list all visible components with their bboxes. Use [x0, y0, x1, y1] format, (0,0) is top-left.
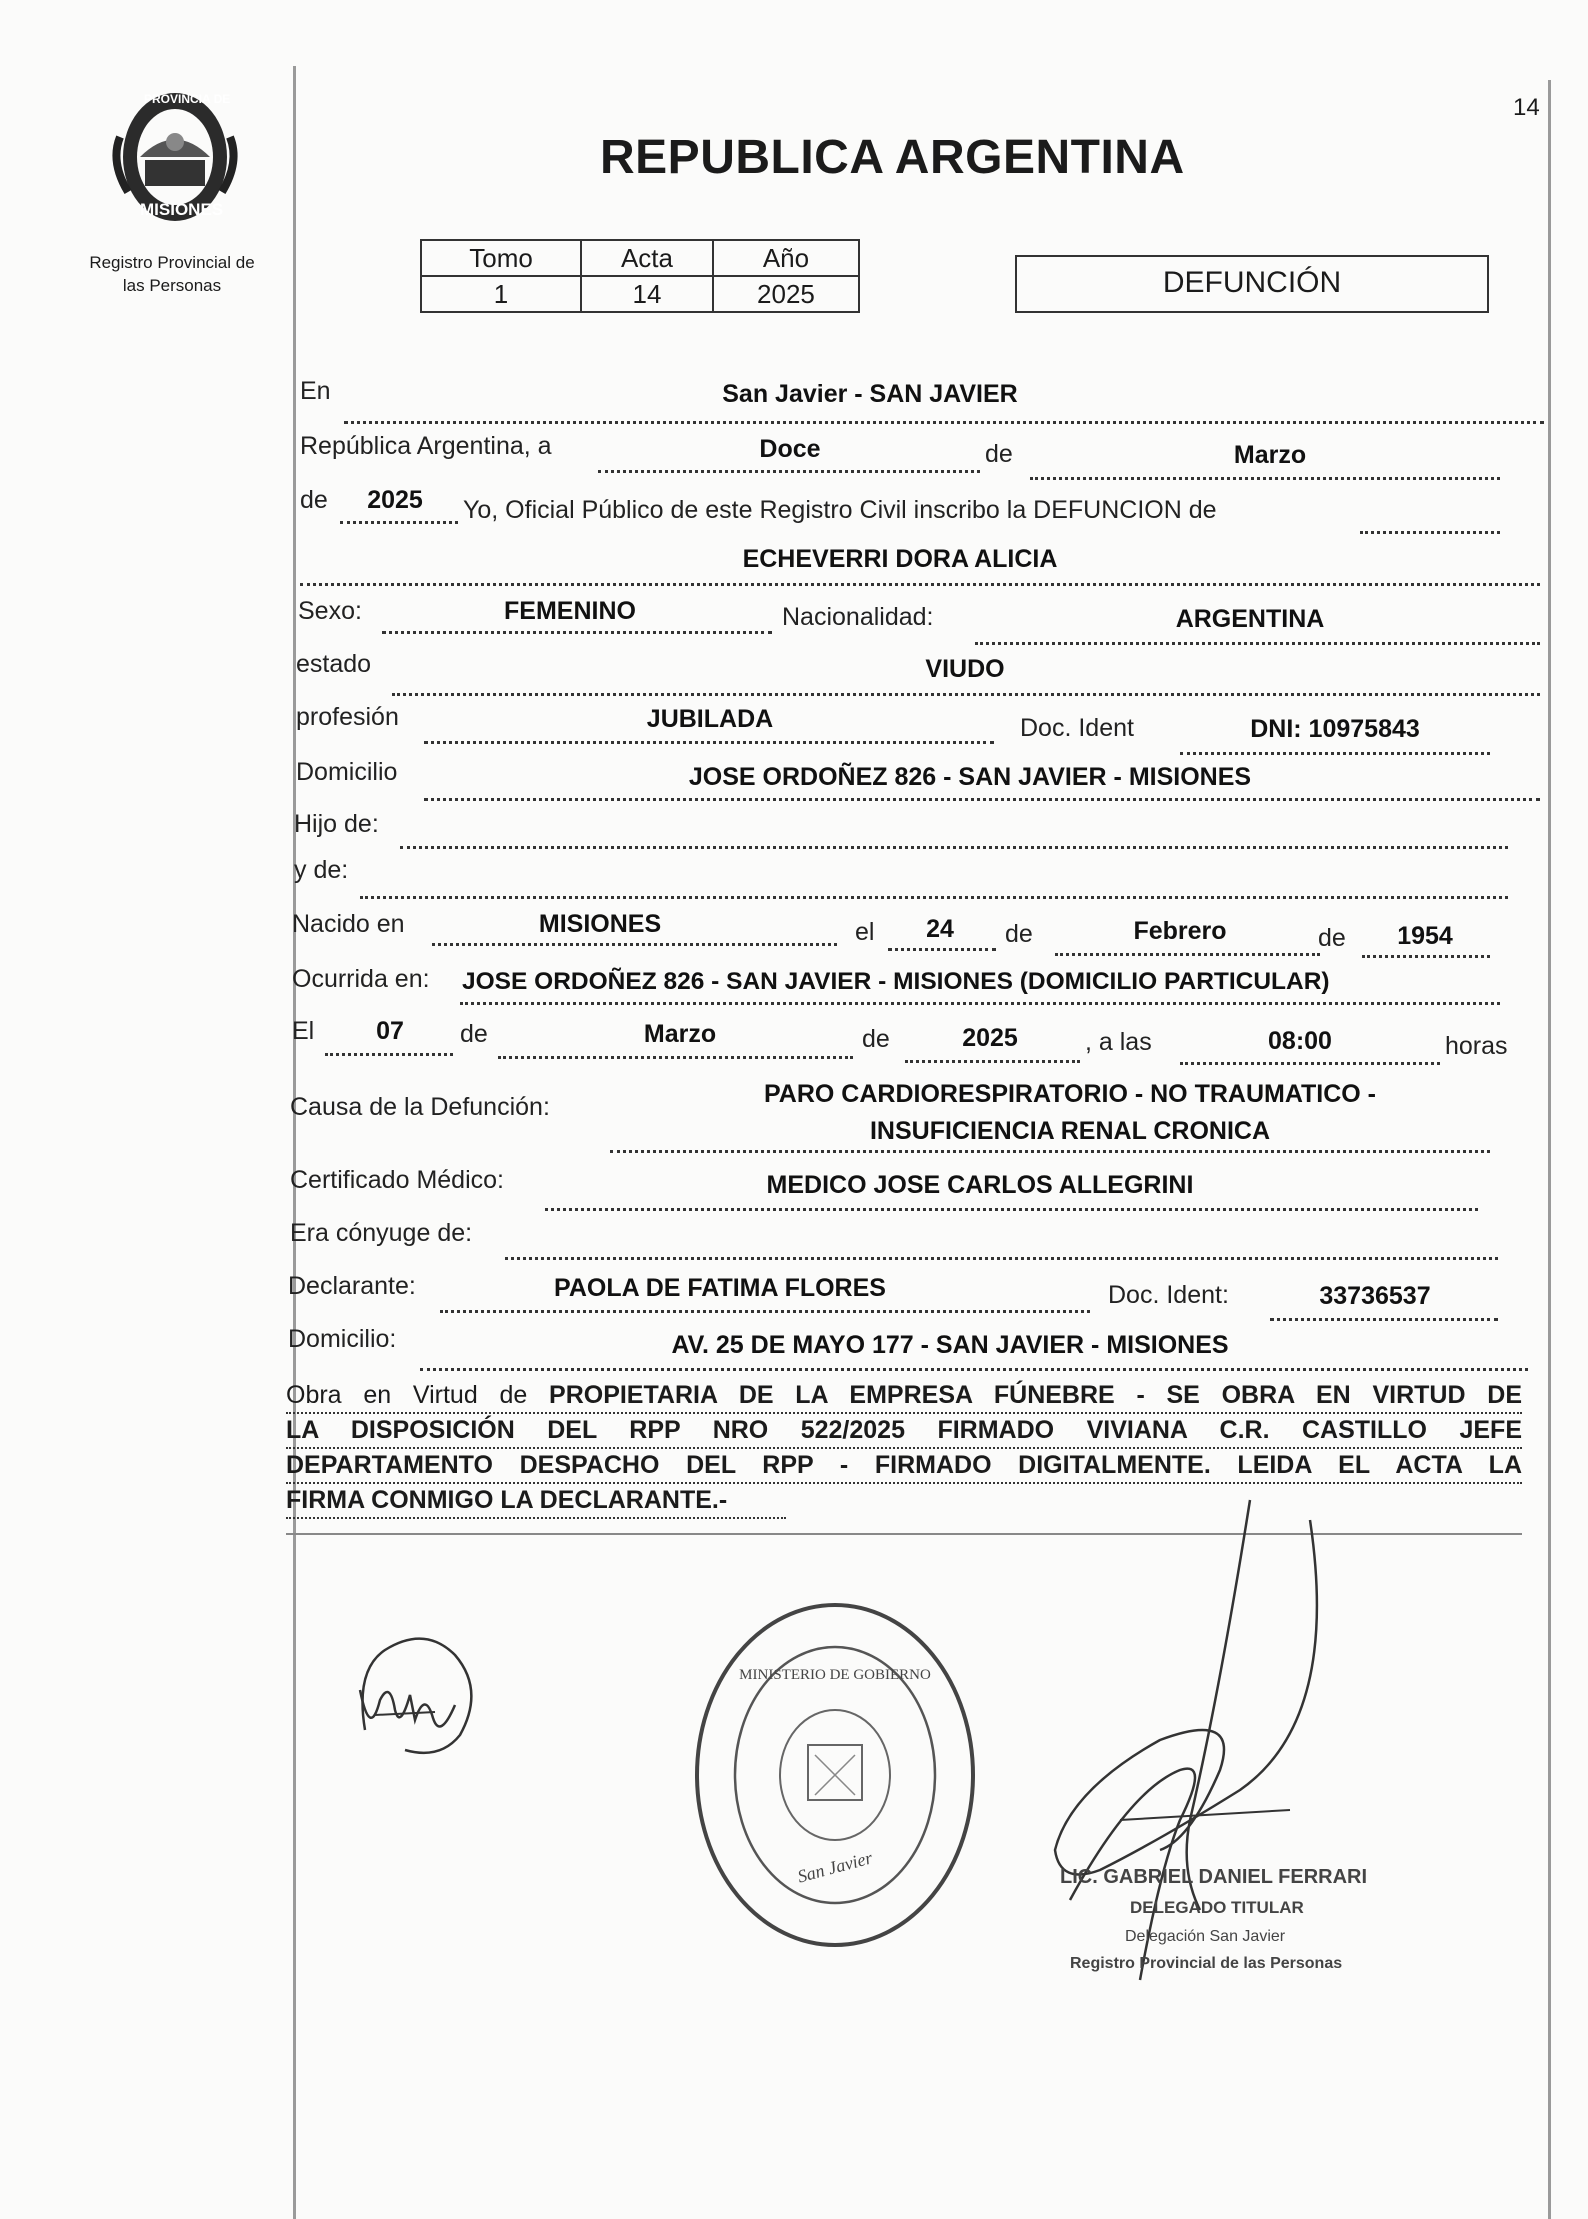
de-label-3: de: [1005, 920, 1033, 948]
def-mes-value: Marzo: [643, 1020, 717, 1048]
declarante-value: PAOLA DE FATIMA FLORES: [554, 1274, 886, 1302]
tomo-label: Tomo: [421, 240, 581, 276]
declarante-doc-label: Doc. Ident:: [1108, 1281, 1229, 1309]
causa-linea-2: INSUFICIENCIA RENAL CRONICA: [869, 1117, 1270, 1145]
de-label-6: de: [862, 1025, 890, 1053]
declarante-doc-value: 33736537: [1319, 1282, 1431, 1310]
certificado-value: MEDICO JOSE CARLOS ALLEGRINI: [766, 1171, 1194, 1199]
anio-inscripcion-value: 2025: [367, 486, 423, 514]
office-line-2: las Personas: [122, 276, 222, 295]
document-type-box: DEFUNCIÓN: [1015, 255, 1489, 313]
lugar-value: San Javier - SAN JAVIER: [722, 380, 1018, 408]
nac-anio-value: 1954: [1397, 922, 1453, 950]
dia-dots: [598, 470, 980, 473]
page-number: 14: [1513, 94, 1540, 121]
profesion-label: profesión: [296, 703, 399, 731]
official-office: Delegación San Javier: [1125, 1928, 1286, 1945]
obra-line-4: FIRMA CONMIGO LA DECLARANTE.-: [286, 1486, 728, 1514]
def-dia-dots: [325, 1053, 453, 1056]
el-cap-label: El: [292, 1017, 315, 1045]
conyuge-label: Era cónyuge de:: [290, 1219, 473, 1247]
def-mes-dots: [498, 1056, 853, 1059]
domicilio-value: JOSE ORDOÑEZ 826 - SAN JAVIER - MISIONES: [688, 763, 1252, 791]
def-dia-value: 07: [376, 1017, 404, 1045]
profesion-dots: [424, 741, 994, 744]
republica-label: República Argentina, a: [300, 432, 552, 460]
domicilio-label: Domicilio: [296, 758, 398, 786]
def-hora-dots: [1180, 1062, 1440, 1065]
causa-linea-1: PARO CARDIORESPIRATORIO - NO TRAUMATICO -: [763, 1080, 1377, 1108]
sexo-value: FEMENINO: [504, 597, 636, 625]
stamp-inner-text: MINISTERIO DE GOBIERNO: [739, 1667, 931, 1683]
nac-dia-dots: [888, 948, 996, 951]
nac-mes-value: Febrero: [1133, 917, 1227, 945]
obra-text-1: PROPIETARIA DE LA EMPRESA FÚNEBRE - SE OBRA EN VIRTUD DE: [549, 1381, 1523, 1409]
declarante-domicilio-dots: [420, 1368, 1528, 1371]
estado-value: VIUDO: [925, 655, 1005, 683]
yo-text: Yo, Oficial Público de este Registro Civil inscribo la DEFUNCION de: [463, 496, 1217, 524]
de-label-4: de: [1318, 924, 1346, 952]
profesion-value: JUBILADA: [646, 705, 774, 733]
province-seal: [100, 82, 250, 232]
declarante-label: Declarante:: [288, 1272, 416, 1300]
acta-label: Acta: [581, 240, 713, 276]
right-margin-rule: [1548, 80, 1551, 2219]
obra-dots-3: [286, 1482, 1522, 1484]
mes-texto-value: Marzo: [1233, 441, 1307, 469]
horas-label: horas: [1445, 1032, 1508, 1060]
ocurrida-en-dots: [460, 1002, 1500, 1005]
nacionalidad-dots: [975, 642, 1540, 645]
nacionalidad-label: Nacionalidad:: [782, 603, 934, 631]
anio-dots: [340, 521, 458, 524]
anio-value: 2025: [713, 276, 859, 312]
de-label-5: de: [460, 1020, 488, 1048]
mes-dots: [1030, 477, 1500, 480]
dia-texto-value: Doce: [759, 435, 821, 463]
seal-top-text: PROVINCIA DE: [144, 92, 231, 106]
hijo-de-label: Hijo de:: [294, 810, 379, 838]
ocurrida-en-label: Ocurrida en:: [292, 965, 430, 993]
sexo-dots: [382, 631, 772, 634]
domicilio-dots: [424, 798, 1540, 801]
nacido-en-dots: [432, 943, 837, 946]
causa-label: Causa de la Defunción:: [290, 1093, 550, 1121]
nac-mes-dots: [1055, 953, 1320, 956]
en-label: En: [300, 377, 331, 405]
ocurrida-en-value: JOSE ORDOÑEZ 826 - SAN JAVIER - MISIONES (DOMICILIO PARTICULAR): [462, 968, 1330, 995]
official-registry: Registro Provincial de las Personas: [1070, 1955, 1343, 1972]
nac-dia-value: 24: [926, 915, 954, 943]
de-label-1: de: [985, 440, 1013, 468]
left-margin-rule: [293, 66, 296, 2219]
nacido-en-label: Nacido en: [292, 910, 405, 938]
declarante-domicilio-label: Domicilio:: [288, 1325, 397, 1353]
a-las-label: , a las: [1085, 1028, 1152, 1056]
estado-label: estado: [296, 650, 372, 678]
acta-value: 14: [581, 276, 713, 312]
registry-stamp: [690, 1595, 980, 1955]
el-label: el: [855, 918, 875, 946]
doc-ident-label: Doc. Ident: [1020, 714, 1134, 742]
official-title: DELEGADO TITULAR: [1130, 1898, 1304, 1917]
doc-ident-value: DNI: 10975843: [1250, 715, 1420, 743]
obra-dots-1: [286, 1412, 1522, 1414]
obra-label: Obra en Virtud de: [286, 1381, 528, 1409]
stamp-city: San Javier: [795, 1847, 875, 1887]
reference-table: [420, 239, 860, 313]
certificado-label: Certificado Médico:: [290, 1166, 504, 1194]
def-anio-value: 2025: [962, 1024, 1018, 1052]
obra-line-3: DEPARTAMENTO DESPACHO DEL RPP - FIRMADO DIGITALMENTE. LEIDA EL ACTA LA: [286, 1451, 1522, 1479]
anio-label: Año: [713, 240, 859, 276]
certificado-dots: [545, 1208, 1478, 1211]
office-line-1: Registro Provincial de: [89, 253, 255, 272]
nombre-dots: [300, 583, 1540, 586]
conyuge-dots: [505, 1257, 1498, 1260]
nombre-value: ECHEVERRI DORA ALICIA: [742, 545, 1058, 573]
lugar-dots: [344, 421, 1544, 424]
de-label-2: de: [300, 486, 328, 514]
declarante-domicilio-value: AV. 25 DE MAYO 177 - SAN JAVIER - MISIONES: [671, 1331, 1229, 1359]
obra-line-1: [286, 1378, 1522, 1413]
def-anio-dots: [905, 1060, 1080, 1063]
hijo-de-dots: [400, 846, 1508, 849]
causa-dots: [610, 1150, 1490, 1153]
tomo-value: 1: [421, 276, 581, 312]
obra-line-2: LA DISPOSICIÓN DEL RPP NRO 522/2025 FIRMADO VIVIANA C.R. CASTILLO JEFE: [286, 1416, 1522, 1444]
nac-anio-dots: [1362, 955, 1490, 958]
declarante-dots: [440, 1310, 1090, 1313]
sexo-label: Sexo:: [298, 597, 362, 625]
official-name: LIC. GABRIEL DANIEL FERRARI: [1060, 1866, 1368, 1888]
declarante-doc-dots: [1270, 1318, 1498, 1321]
nacido-en-value: MISIONES: [538, 910, 662, 938]
def-hora-value: 08:00: [1268, 1027, 1332, 1055]
doc-ident-dots: [1180, 752, 1490, 755]
y-de-dots: [360, 896, 1508, 899]
y-de-label: y de:: [294, 856, 349, 884]
yo-dots: [1360, 531, 1500, 534]
seal-bottom-text: MISIONES: [140, 200, 224, 219]
estado-dots: [392, 693, 1540, 696]
nacionalidad-value: ARGENTINA: [1175, 605, 1325, 633]
declarant-signature: [345, 1620, 505, 1770]
obra-dots-2: [286, 1447, 1522, 1449]
country-title: REPUBLICA ARGENTINA: [600, 131, 1185, 184]
obra-dots-4: [286, 1517, 786, 1519]
